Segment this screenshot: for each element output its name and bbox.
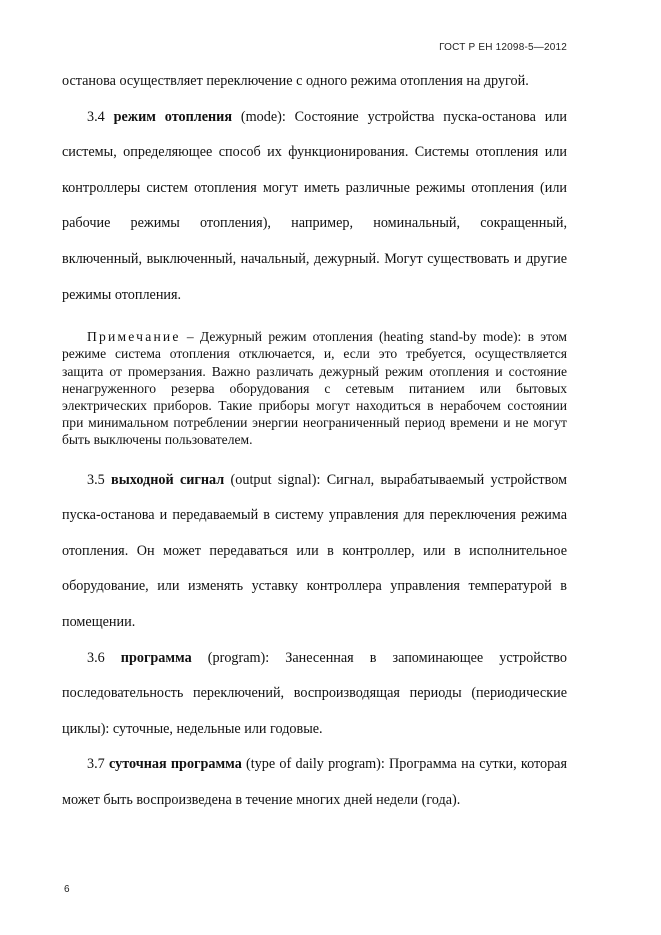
clause-text: (mode): Состояние устройства пуска-останова или системы, определяющее способ их функционирования. Системы отопления или контроллеры систем отопления могут иметь различные режимы отопления (или рабочие режимы отопления), например, номинальный, сокращенный, включенный, выключенный, начальный, дежурный. Могут существовать и другие режимы отопления.	[62, 108, 568, 303]
clause-number: 3.7	[87, 756, 105, 773]
paragraph-3-4	[62, 100, 567, 314]
clause-number: 3.6	[87, 649, 105, 666]
term-heading: суточная программа	[108, 756, 242, 773]
clause-number: 3.5	[87, 471, 105, 488]
clause-text: (program): Занесенная в запоминающее устройство последовательность переключений, воспроизводящая периоды (периодические циклы): суточные, недельные или годовые.	[62, 649, 568, 737]
note-label: Примечание	[87, 329, 181, 345]
clause-text: (output signal): Сигнал, вырабатываемый устройством пуска-останова и передаваемый в систему управления для переключения режима отопления. Он может передаваться или в контроллер, или в исполнительное оборудование, или изменять уставку контроллера управления температурой в помещении.	[62, 471, 567, 630]
clause-text: (type of daily program): Программа на сутки, которая может быть воспроизведена в течение многих дней недели (года).	[62, 756, 568, 808]
paragraph-3-6	[62, 641, 567, 748]
paragraph-3-5	[62, 463, 567, 641]
standard-code-header: ГОСТ Р ЕН 12098-5—2012	[439, 42, 567, 53]
clause-number: 3.4	[87, 108, 105, 125]
note-text: – Дежурный режим отопления (heating stand-by mode): в этом режиме система отопления отключается, и, если это требуется, осуществляется защита от промерзания. Важно различать дежурный режим отопления и состояние ненагруженного резерва оборудования с сетевым питанием или бытовых электрических приборов. Такие приборы могут находиться в нерабочем состоянии при минимальном потреблении энергии неограниченный период времени и не могут быть выключены пользователем.	[62, 329, 567, 448]
note-paragraph	[62, 328, 567, 448]
term-heading: программа	[120, 649, 192, 666]
page-number: 6	[64, 884, 70, 895]
document-body	[62, 64, 567, 819]
paragraph-continuation: останова осуществляет переключение с одного режима отопления на другой.	[62, 73, 529, 89]
term-heading: выходной сигнал	[111, 471, 225, 488]
term-heading: режим отопления	[113, 108, 233, 125]
paragraph-3-7	[62, 747, 567, 818]
